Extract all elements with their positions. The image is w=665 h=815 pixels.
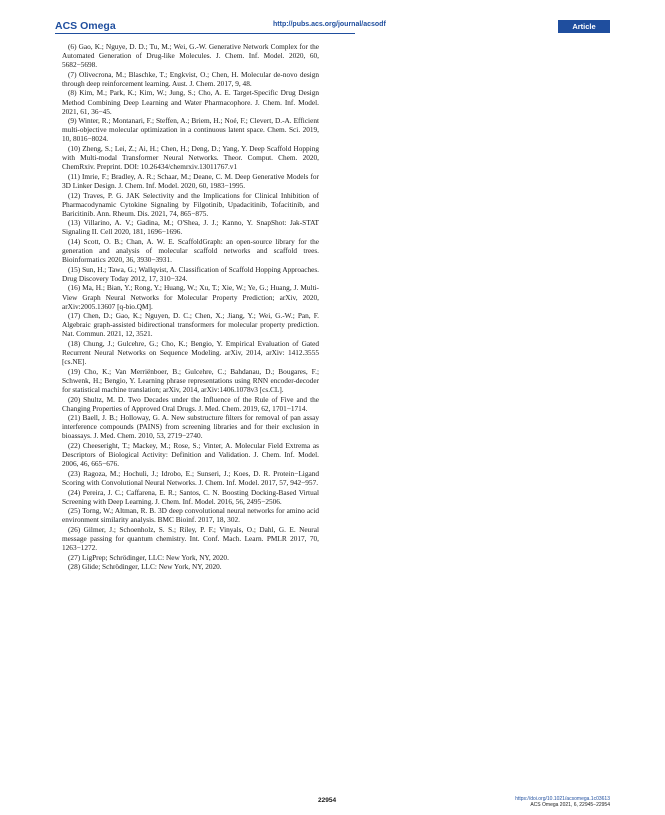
reference-item: (18) Chung, J.; Gulcehre, G.; Cho, K.; Bengio, Y. Empirical Evaluation of Gated Recurrent Neural Networks on Sequence Modeling. arXiv, 2014, arXiv: 1412.3555 [cs.NE]. (62, 339, 319, 367)
reference-item: (21) Baell, J. B.; Holloway, G. A. New substructure filters for removal of pan assay interference compounds (PAINS) from screening libraries and for their exclusion in bioassays. J. Med. Chem. 2010, 53, 2719−2740. (62, 413, 319, 441)
reference-item: (28) Glide; Schrödinger, LLC: New York, NY, 2020. (68, 562, 222, 572)
citation-line: ACS Omega 2021, 6, 22945−22954 (530, 802, 610, 808)
journal-url-link[interactable]: http://pubs.acs.org/journal/acsodf (273, 21, 386, 28)
reference-item: (17) Chen, D.; Gao, K.; Nguyen, D. C.; Chen, X.; Jiang, Y.; Wei, G.-W.; Pan, F. Algebraic graph-assisted bidirectional transformers for molecular property prediction. Nat. Commun. 2021, 12, 3521. (62, 311, 319, 339)
reference-item: (12) Traves, P. G. JAK Selectivity and the Implications for Clinical Inhibition of Pharmacodynamic Cytokine Signaling by Filgotinib, Upadacitinib, Tofacitinib, and Baricitinib. Ann. Rheum. Dis. 2021, 74, 865−875. (62, 190, 319, 218)
reference-item: (24) Pereira, J. C.; Caffarena, E. R.; Santos, C. N. Boosting Docking-Based Virtual Screening with Deep Learning. J. Chem. Inf. Model. 2016, 56, 2495−2506. (62, 487, 319, 506)
reference-item: (6) Gao, K.; Nguye, D. D.; Tu, M.; Wei, G.-W. Generative Network Complex for the Automated Generation of Drug-like Molecules. J. Chem. Inf. Model. 2020, 60, 5682−5698. (62, 42, 319, 70)
reference-item: (20) Shultz, M. D. Two Decades under the Influence of the Rule of Five and the Changing Properties of Approved Oral Drugs. J. Med. Chem. 2019, 62, 1701−1714. (62, 394, 319, 413)
reference-item: (7) Olivecrona, M.; Blaschke, T.; Engkvist, O.; Chen, H. Molecular de-novo design through deep reinforcement learning. Aust. J. Chem. 2017, 9, 48. (62, 69, 319, 88)
reference-item: (25) Torng, W.; Altman, R. B. 3D deep convolutional neural networks for amino acid environment similarity analysis. BMC Bioinf. 2017, 18, 302. (62, 506, 319, 525)
reference-item: (23) Ragoza, M.; Hochuli, J.; Idrobo, E.; Sunseri, J.; Koes, D. R. Protein−Ligand Scoring with Convolutional Neural Networks. J. Chem. Inf. Model. 2017, 57, 942−957. (62, 468, 319, 487)
reference-item: (16) Ma, H.; Bian, Y.; Rong, Y.; Huang, W.; Xu, T.; Xie, W.; Ye, G.; Huang, J. Multi-View Graph Neural Networks for Molecular Property Prediction; arXiv, 2020, arXiv:2005.13607 [q-bio.QM]. (62, 283, 319, 311)
reference-item: (14) Scott, O. B.; Chan, A. W. E. ScaffoldGraph: an open-source library for the generation and analysis of molecular scaffold networks and scaffold trees. Bioinformatics 2020, 36, 3930−3931. (62, 236, 319, 265)
reference-item: (13) Villarino, A. V.; Gadina, M.; O'Shea, J. J.; Kanno, Y. SnapShot: Jak-STAT Signaling II. Cell 2020, 181, 1696−1696. (62, 218, 319, 237)
reference-item: (8) Kim, M.; Park, K.; Kim, W.; Jung, S.; Cho, A. E. Target-Specific Drug Design Method Combining Deep Learning and Water Pharmacophore. J. Chem. Inf. Model. 2021, 61, 36−45. (62, 88, 319, 116)
reference-item: (26) Gilmer, J.; Schoenholz, S. S.; Riley, P. F.; Vinyals, O.; Dahl, G. E. Neural message passing for quantum chemistry. Int. Conf. Mach. Learn. PMLR 2017, 70, 1263−1272. (62, 524, 319, 553)
footer-doi (515, 796, 610, 808)
reference-item: (10) Zheng, S.; Lei, Z.; Ai, H.; Chen, H.; Deng, D.; Yang, Y. Deep Scaffold Hopping with Multi-modal Transformer Neural Networks. Theor. Comput. Chem. 2020, ChemRxiv. Preprint. DOI: 10.26434/chemrxiv.13011767.v1 (62, 144, 319, 172)
journal-name: ACS Omega (55, 20, 116, 32)
reference-item: (19) Cho, K.; Van Merriënboer, B.; Gulcehre, C.; Bahdanau, D.; Bougares, F.; Schwenk, H.; Bengio, Y. Learning phrase representations using RNN encoder-decoder for statistical machine translation; arXiv, 2014, arXiv:1406.1078v3 [cs.CL]. (62, 366, 319, 394)
reference-item: (22) Cheeseright, T.; Mackey, M.; Rose, S.; Vinter, A. Molecular Field Extrema as Descriptors of Biological Activity: Definition and Validation. J. Chem. Inf. Model. 2006, 46, 665−676. (62, 441, 319, 469)
page-header (55, 20, 610, 34)
doi-link[interactable]: https://doi.org/10.1021/acsomega.1c03613 (515, 796, 610, 802)
reference-item: (27) LigPrep; Schrödinger, LLC: New York, NY, 2020. (68, 552, 229, 562)
reference-item: (11) Imrie, F.; Bradley, A. R.; Schaar, M.; Deane, C. M. Deep Generative Models for 3D Linker Design. J. Chem. Inf. Model. 2020, 60, 1983−1995. (62, 171, 319, 190)
reference-item: (9) Winter, R.; Montanari, F.; Steffen, A.; Briem, H.; Noé, F.; Clevert, D.-A. Efficient multi-objective molecular optimization in a continuous latent space. Chem. Sci. 2019, 10, 8016−8024. (62, 116, 319, 144)
header-divider (55, 33, 355, 34)
reference-item: (15) Sun, H.; Tawa, G.; Wallqvist, A. Classification of Scaffold Hopping Approaches. Drug Discovery Today 2012, 17, 310−324. (62, 264, 319, 283)
reference-list (62, 42, 319, 572)
page-number: 22954 (318, 797, 337, 804)
article-type-badge: Article (558, 20, 610, 33)
